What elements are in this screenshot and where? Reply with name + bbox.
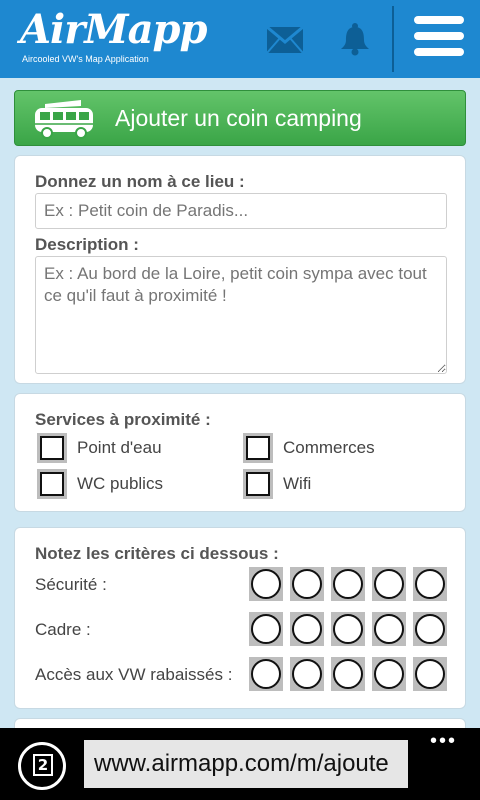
tabs-icon[interactable] <box>18 742 66 790</box>
rating-label: Cadre : <box>35 620 91 639</box>
rating-radio[interactable] <box>249 567 283 601</box>
rating-options <box>249 612 454 646</box>
header-separator <box>392 6 394 72</box>
service-label: Wifi <box>283 474 312 493</box>
rating-radio[interactable] <box>331 612 365 646</box>
logo-subtitle: Aircooled VW's Map Application <box>22 54 149 64</box>
ratings-title: Notez les critères ci dessous : <box>35 544 279 563</box>
rating-label: Sécurité : <box>35 575 107 594</box>
airmapp-logo[interactable] <box>20 6 220 70</box>
service-label: Point d'eau <box>77 438 162 457</box>
address-bar[interactable] <box>84 740 408 788</box>
description-textarea[interactable] <box>35 256 447 374</box>
rating-row-securite <box>35 567 455 601</box>
mail-icon[interactable] <box>266 26 304 54</box>
service-point-eau[interactable] <box>37 432 162 464</box>
more-options-icon[interactable]: ••• <box>430 730 458 752</box>
place-name-input[interactable] <box>35 193 447 229</box>
rating-radio[interactable] <box>372 657 406 691</box>
tab-count: 2 <box>33 754 53 776</box>
ratings-card <box>14 527 466 709</box>
bell-icon[interactable] <box>338 22 372 56</box>
browser-bar <box>0 728 480 800</box>
rating-radio[interactable] <box>290 657 324 691</box>
rating-radio[interactable] <box>331 567 365 601</box>
add-camping-spot-button[interactable] <box>14 90 466 146</box>
rating-radio[interactable] <box>290 612 324 646</box>
rating-options <box>249 657 454 691</box>
checkbox[interactable] <box>37 433 67 463</box>
menu-icon[interactable] <box>414 16 464 60</box>
rating-radio[interactable] <box>372 567 406 601</box>
app-header <box>0 0 480 78</box>
service-commerces[interactable] <box>243 432 375 464</box>
service-wifi[interactable] <box>243 468 311 500</box>
add-camping-spot-label: Ajouter un coin camping <box>115 105 362 131</box>
rating-row-cadre <box>35 612 455 646</box>
rating-radio[interactable] <box>413 567 447 601</box>
rating-radio[interactable] <box>249 657 283 691</box>
van-icon <box>31 98 97 140</box>
checkbox[interactable] <box>243 433 273 463</box>
service-label: WC publics <box>77 474 163 493</box>
rating-options <box>249 567 454 601</box>
rating-radio[interactable] <box>290 567 324 601</box>
rating-radio[interactable] <box>413 657 447 691</box>
rating-radio[interactable] <box>372 612 406 646</box>
rating-radio[interactable] <box>413 612 447 646</box>
logo-text: AirMapp <box>20 6 207 53</box>
url-text: www.airmapp.com/m/ajoute <box>94 750 389 777</box>
rating-radio[interactable] <box>249 612 283 646</box>
services-card <box>14 393 466 512</box>
place-details-card <box>14 155 466 384</box>
place-name-label: Donnez un nom à ce lieu : <box>35 172 245 191</box>
rating-label: Accès aux VW rabaissés : <box>35 665 233 684</box>
checkbox[interactable] <box>243 469 273 499</box>
service-label: Commerces <box>283 438 375 457</box>
rating-row-acces-vw <box>35 657 455 691</box>
description-label: Description : <box>35 235 139 254</box>
rating-radio[interactable] <box>331 657 365 691</box>
checkbox[interactable] <box>37 469 67 499</box>
service-wc-publics[interactable] <box>37 468 163 500</box>
services-title: Services à proximité : <box>35 410 211 429</box>
